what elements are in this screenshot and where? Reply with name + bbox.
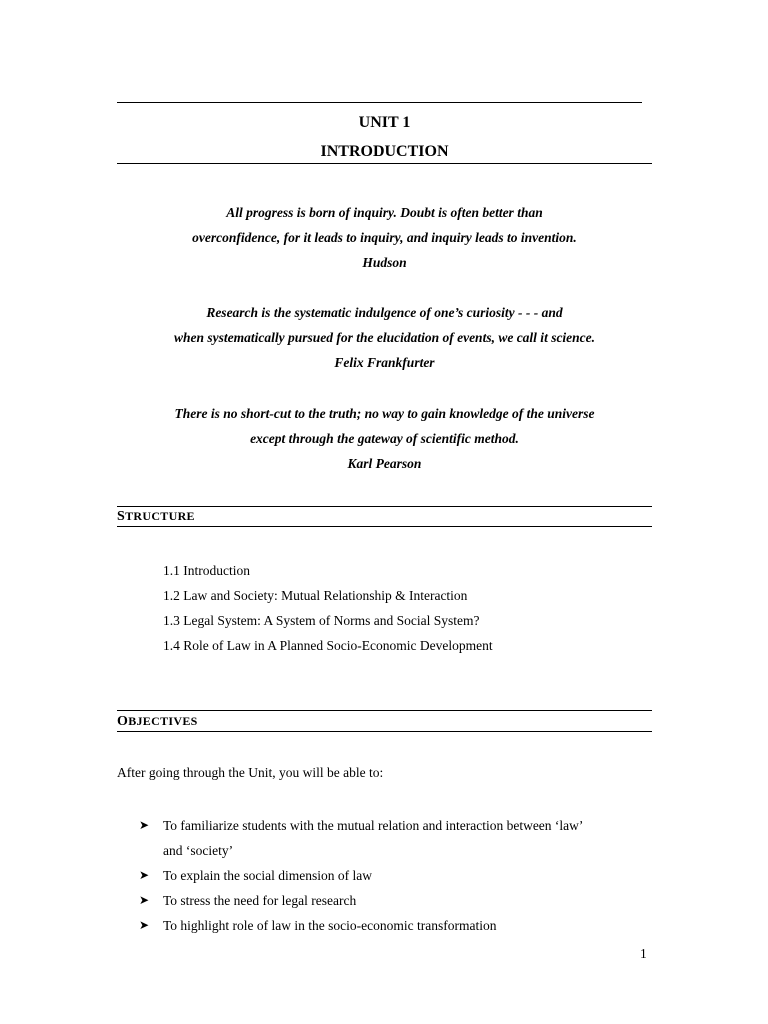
quote-3-author: Karl Pearson: [347, 456, 422, 471]
quote-2: [117, 300, 652, 375]
arrow-bullet-icon: ➤: [139, 868, 150, 882]
unit-title: INTRODUCTION: [320, 143, 449, 160]
list-item: [139, 863, 659, 888]
top-rule: [117, 102, 642, 103]
page-number: 1: [640, 946, 647, 961]
structure-rule-top: [117, 506, 652, 507]
structure-item: 1.4 Role of Law in A Planned Socio-Economic Development: [163, 638, 493, 653]
objective-line: To highlight role of law in the socio-economic transformation: [163, 918, 497, 933]
quote-1-line-2: overconfidence, for it leads to inquiry, and inquiry leads to invention.: [192, 230, 577, 245]
objective-line: To stress the need for legal research: [163, 893, 357, 908]
objectives-heading: [117, 714, 198, 730]
structure-heading: [117, 509, 195, 525]
objectives-rule-top: [117, 710, 652, 711]
list-item: [139, 888, 659, 913]
structure-item: 1.2 Law and Society: Mutual Relationship & Interaction: [163, 588, 468, 603]
objectives-list: [139, 813, 659, 938]
quote-2-line-1: Research is the systematic indulgence of one’s curiosity - - - and: [206, 305, 563, 320]
objectives-lead: After going through the Unit, you will be able to:: [117, 765, 384, 780]
structure-heading-rest: TRUCTURE: [125, 509, 195, 523]
quote-2-line-2: when systematically pursued for the elucidation of events, we call it science.: [173, 330, 596, 345]
title-rule: [117, 163, 652, 164]
structure-item: 1.1 Introduction: [163, 563, 250, 578]
objectives-heading-initial: O: [117, 714, 129, 729]
arrow-bullet-icon: ➤: [139, 918, 150, 932]
list-item: [139, 813, 659, 863]
quote-2-author: Felix Frankfurter: [334, 355, 435, 370]
objective-line: To familiarize students with the mutual relation and interaction between ‘law’: [163, 818, 584, 833]
structure-list: [163, 558, 493, 658]
structure-item: 1.3 Legal System: A System of Norms and Social System?: [163, 613, 480, 628]
objectives-heading-rest: BJECTIVES: [128, 714, 198, 728]
structure-rule-bottom: [117, 526, 652, 527]
quote-3-line-2: except through the gateway of scientific method.: [250, 431, 519, 446]
quote-3-line-1: There is no short-cut to the truth; no way to gain knowledge of the universe: [174, 406, 595, 421]
unit-label: UNIT 1: [358, 114, 411, 131]
arrow-bullet-icon: ➤: [139, 893, 150, 907]
quote-1-line-1: All progress is born of inquiry. Doubt is often better than: [226, 205, 543, 220]
arrow-bullet-icon: ➤: [139, 818, 150, 832]
quote-3: [117, 401, 652, 476]
quote-1-author: Hudson: [362, 255, 407, 270]
quote-1: [117, 200, 652, 275]
objectives-rule-bottom: [117, 731, 652, 732]
list-item: [139, 913, 659, 938]
structure-heading-initial: S: [117, 509, 126, 524]
objective-line: To explain the social dimension of law: [163, 868, 373, 883]
objective-line: and ‘society’: [163, 843, 234, 858]
